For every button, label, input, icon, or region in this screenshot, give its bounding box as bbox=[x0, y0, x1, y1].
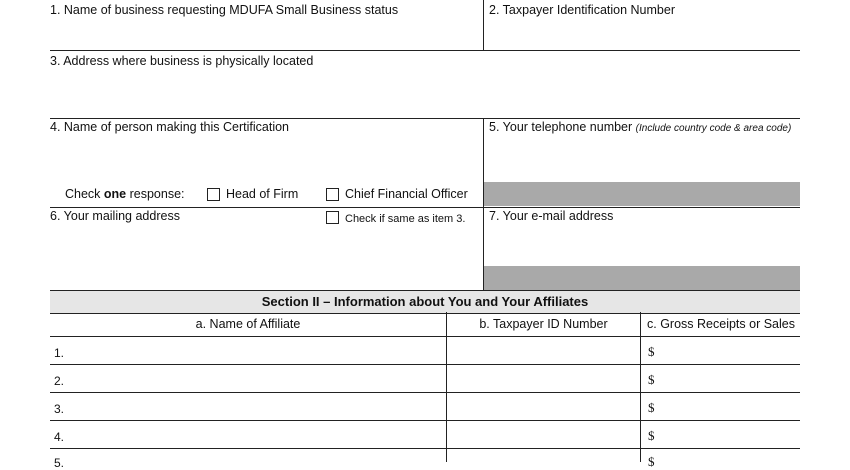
row-number: 3. bbox=[54, 402, 65, 416]
shaded-cell bbox=[484, 266, 800, 290]
divider bbox=[50, 336, 800, 337]
cfo-label: Chief Financial Officer bbox=[345, 187, 468, 201]
physical-address-label: 3. Address where business is physically located bbox=[50, 54, 314, 68]
currency-symbol: $ bbox=[648, 400, 655, 415]
column-header-affiliate: a. Name of Affiliate bbox=[195, 317, 301, 331]
certifier-name-label: 4. Name of person making this Certification bbox=[50, 120, 289, 134]
divider bbox=[483, 0, 484, 50]
currency-symbol: $ bbox=[648, 454, 655, 469]
check-one-label: Check one response: bbox=[65, 187, 185, 201]
section-title: Section II – Information about You and Your Affiliates bbox=[50, 290, 800, 314]
divider bbox=[446, 312, 447, 462]
divider bbox=[50, 207, 800, 208]
divider bbox=[50, 50, 800, 51]
email-label: 7. Your e-mail address bbox=[489, 209, 614, 223]
same-as-item3-label: Check if same as item 3. bbox=[345, 213, 466, 225]
row-number: 2. bbox=[54, 374, 65, 388]
mailing-address-label: 6. Your mailing address bbox=[50, 209, 180, 223]
head-of-firm-label: Head of Firm bbox=[226, 187, 299, 201]
column-header-gross-receipts: c. Gross Receipts or Sales bbox=[647, 317, 795, 331]
divider bbox=[50, 118, 800, 119]
currency-symbol: $ bbox=[648, 372, 655, 387]
same-as-item3-checkbox[interactable] bbox=[326, 211, 339, 224]
currency-symbol: $ bbox=[648, 344, 655, 359]
telephone-hint: (Include country code & area code) bbox=[635, 123, 792, 134]
head-of-firm-checkbox[interactable] bbox=[207, 188, 220, 201]
row-number: 4. bbox=[54, 430, 65, 444]
currency-symbol: $ bbox=[648, 428, 655, 443]
divider bbox=[50, 420, 800, 421]
divider bbox=[50, 392, 800, 393]
cfo-checkbox[interactable] bbox=[326, 188, 339, 201]
divider bbox=[50, 364, 800, 365]
divider bbox=[640, 312, 641, 462]
shaded-cell bbox=[484, 182, 800, 206]
business-name-label: 1. Name of business requesting MDUFA Small Business status bbox=[50, 3, 399, 17]
divider bbox=[50, 448, 800, 449]
row-number: 5. bbox=[54, 456, 65, 470]
taxpayer-id-label: 2. Taxpayer Identification Number bbox=[489, 3, 675, 17]
column-header-taxpayer-id: b. Taxpayer ID Number bbox=[479, 317, 608, 331]
telephone-label: 5. Your telephone number (Include country code & area code) bbox=[489, 120, 792, 134]
row-number: 1. bbox=[54, 346, 65, 360]
